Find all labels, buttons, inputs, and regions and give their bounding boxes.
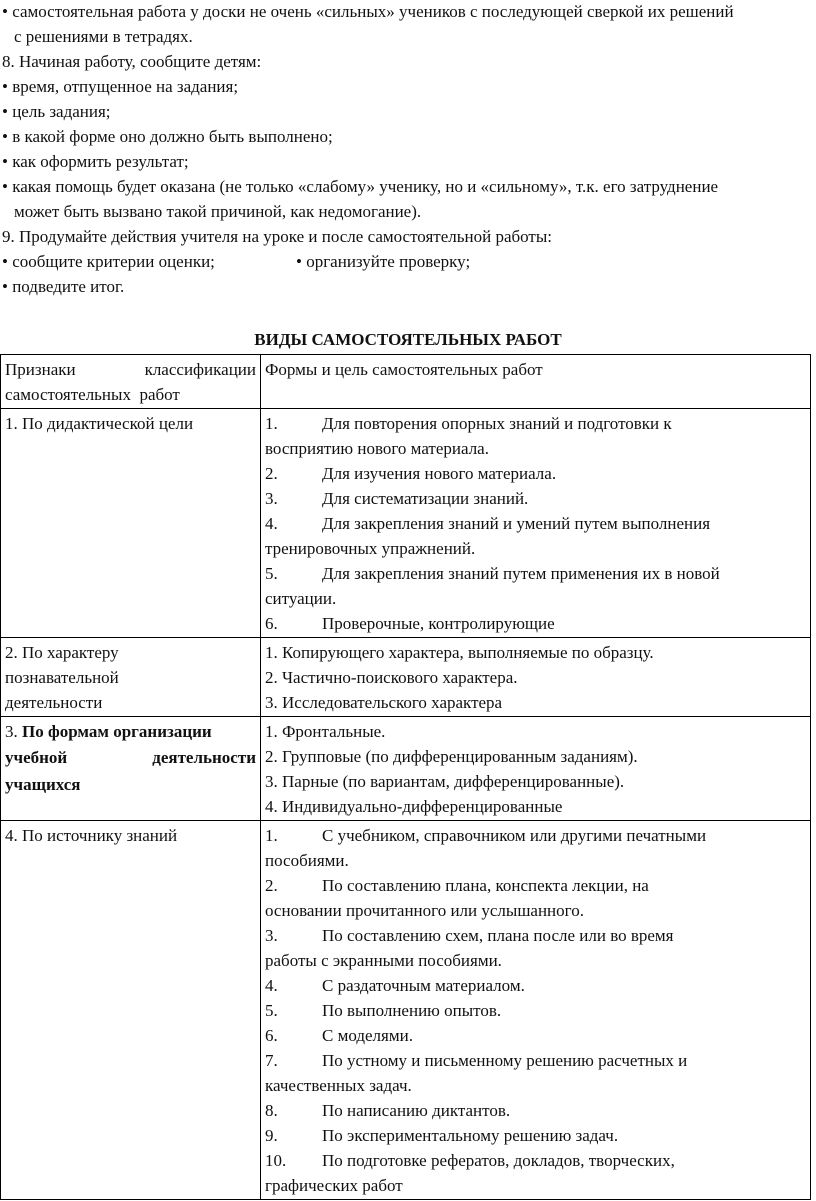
- row-content: [261, 821, 811, 1200]
- intro-line: • время, отпущенное на задания;: [2, 77, 239, 96]
- list-item-cont: тренировочных упражнений.: [265, 539, 476, 558]
- list-item-cont: основании прочитанного или услышанного.: [265, 901, 584, 920]
- table-row: [1, 638, 811, 717]
- list-item: 4. Индивидуально-дифференцированные: [265, 797, 563, 816]
- list-item: 10. По подготовке рефератов, докладов, творческих,: [265, 1151, 675, 1170]
- classification-table: [0, 354, 811, 1200]
- intro-line: • в какой форме оно должно быть выполнено;: [2, 127, 333, 146]
- header-line: самостоятельных работ: [5, 385, 180, 404]
- header-cell-forms: Формы и цель самостоятельных работ: [261, 355, 811, 409]
- row-label: 4. По источнику знаний: [1, 821, 261, 1200]
- row-content: [261, 638, 811, 717]
- list-item: 5. Для закрепления знаний путем применения их в новой: [265, 564, 720, 583]
- list-item: 3. По составлению схем, плана после или во время: [265, 926, 674, 945]
- intro-text: [2, 0, 814, 299]
- row-label: 2. По характеру познавательной деятельности: [1, 638, 261, 717]
- table-header-row: [1, 355, 811, 409]
- list-item: 3. Исследовательского характера: [265, 693, 503, 712]
- list-item: 4. Для закрепления знаний и умений путем выполнения: [265, 514, 711, 533]
- intro-line: • самостоятельная работа у доски не очень «сильных» учеников с последующей сверкой их решений: [2, 2, 734, 21]
- list-item: 1. С учебником, справочником или другими печатными: [265, 826, 707, 845]
- intro-line: • цель задания;: [2, 102, 111, 121]
- list-item: 1. Копирующего характера, выполняемые по образцу.: [265, 643, 654, 662]
- list-item-cont: ситуации.: [265, 589, 337, 608]
- section-title: ВИДЫ САМОСТОЯТЕЛЬНЫХ РАБОТ: [254, 330, 562, 349]
- list-item: 7. По устному и письменному решению расчетных и: [265, 1051, 688, 1070]
- list-item-cont: пособиями.: [265, 851, 349, 870]
- intro-line: 9. Продумайте действия учителя на уроке и после самостоятельной работы:: [2, 227, 553, 246]
- list-item: 4. С раздаточным материалом.: [265, 976, 525, 995]
- header-word: Признаки: [5, 360, 76, 379]
- list-item: 1. Для повторения опорных знаний и подготовки к: [265, 414, 672, 433]
- list-item: 8. По написанию диктантов.: [265, 1101, 511, 1120]
- list-item: 9. По экспериментальному решению задач.: [265, 1126, 619, 1145]
- row-label: 1. По дидактической цели: [1, 409, 261, 638]
- intro-line: 8. Начиная работу, сообщите детям:: [2, 52, 262, 71]
- table-row: [1, 717, 811, 821]
- table-row: [1, 409, 811, 638]
- list-item: 2. По составлению плана, конспекта лекции, на: [265, 876, 649, 895]
- list-item-cont: восприятию нового материала.: [265, 439, 489, 458]
- intro-line: • подведите итог.: [2, 277, 125, 296]
- list-item: 2. Частично-поискового характера.: [265, 668, 518, 687]
- row-content: [261, 409, 811, 638]
- intro-bullet: • организуйте проверку;: [296, 252, 471, 271]
- intro-line-pair: [2, 249, 814, 274]
- list-item: 3. Парные (по вариантам, дифференцированные).: [265, 772, 625, 791]
- intro-line: • как оформить результат;: [2, 152, 189, 171]
- header-cell-criteria: [1, 355, 261, 409]
- intro-bullet: • сообщите критерии оценки;: [2, 252, 215, 271]
- list-item: 2. Для изучения нового материала.: [265, 464, 557, 483]
- list-item: 3. Для систематизации знаний.: [265, 489, 529, 508]
- row-label: 3. По формам организации учебной деятельности учащихся: [1, 717, 261, 821]
- row-content: [261, 717, 811, 821]
- intro-line: • какая помощь будет оказана (не только «слабому» ученику, но и «сильному», т.к. его затруднение: [2, 177, 719, 196]
- list-item: 6. С моделями.: [265, 1026, 413, 1045]
- intro-line: может быть вызвано такой причиной, как недомогание).: [14, 202, 422, 221]
- list-item: 2. Групповые (по дифференцированным заданиям).: [265, 747, 638, 766]
- list-item: 6. Проверочные, контролирующие: [265, 614, 555, 633]
- table-row: [1, 821, 811, 1200]
- list-item-cont: графических работ: [265, 1176, 403, 1195]
- list-item-cont: качественных задач.: [265, 1076, 412, 1095]
- list-item: 1. Фронтальные.: [265, 722, 386, 741]
- intro-line: с решениями в тетрадях.: [14, 27, 193, 46]
- list-item-cont: работы с экранными пособиями.: [265, 951, 502, 970]
- list-item: 5. По выполнению опытов.: [265, 1001, 502, 1020]
- header-word: классификации: [144, 360, 256, 379]
